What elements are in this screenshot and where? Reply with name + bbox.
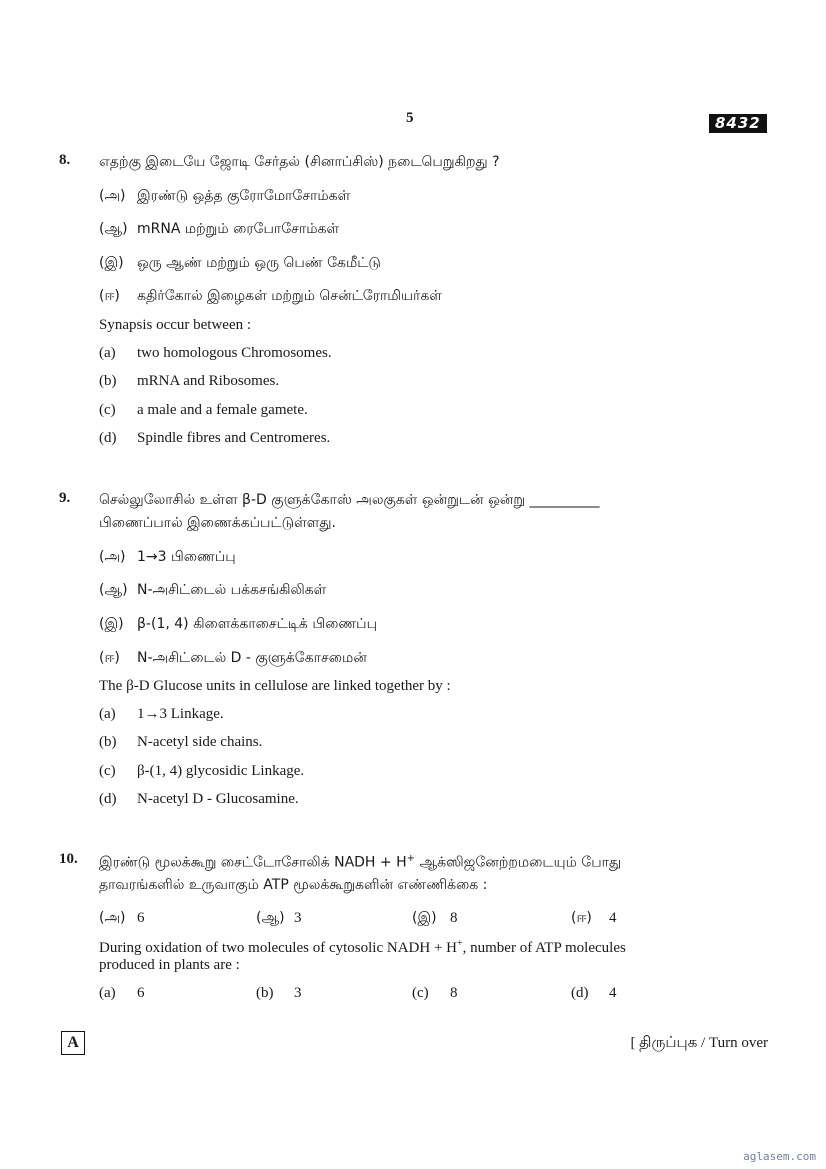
option-label: (a) xyxy=(99,985,116,1001)
option-label: (அ) xyxy=(99,549,126,565)
option-english xyxy=(256,985,302,1002)
option-text: N-acetyl D - Glucosamine. xyxy=(137,791,299,807)
question-text: ஆக்ஸிஜனேற்றமடையும் போது xyxy=(415,854,622,871)
option-label: (அ) xyxy=(99,910,126,926)
option-english xyxy=(99,430,330,447)
option-text: 4 xyxy=(609,910,617,926)
option-label: (இ) xyxy=(99,616,124,632)
option-text: 6 xyxy=(137,910,145,926)
option-text: 1→3 Linkage. xyxy=(137,706,224,722)
option-text: Spindle fibres and Centromeres. xyxy=(137,430,331,446)
option-english xyxy=(99,706,224,723)
option-text: 3 xyxy=(294,985,302,1001)
question-tamil: எதற்கு இடையே ஜோடி சேர்தல் (சினாப்சிஸ்) நடைபெறுகிறது ? xyxy=(99,154,500,170)
option-label: (c) xyxy=(99,402,116,418)
page-number: 5 xyxy=(406,110,414,126)
option-text: கதிர்கோல் இழைகள் மற்றும் சென்ட்ரோமியர்கள் xyxy=(137,288,442,304)
option-label: (b) xyxy=(99,734,117,750)
option-text: N-அசிட்டைல் D - குளுக்கோசமைன் xyxy=(137,650,367,666)
option-label: (d) xyxy=(571,985,589,1001)
superscript: + xyxy=(406,853,416,864)
option-english xyxy=(99,985,145,1002)
option-tamil xyxy=(99,254,381,273)
question-tamil-line1 xyxy=(99,853,621,873)
option-english xyxy=(99,345,332,362)
option-label: (ஆ) xyxy=(99,582,128,598)
question-english: The β-D Glucose units in cellulose are linked together by : xyxy=(99,678,451,694)
option-english xyxy=(412,985,458,1002)
option-text: 1→3 பிணைப்பு xyxy=(137,549,236,565)
question-tamil-line2: பிணைப்பால் இணைக்கப்பட்டுள்ளது. xyxy=(99,515,336,531)
question-english-line1 xyxy=(99,938,626,957)
option-text: 3 xyxy=(294,910,302,926)
option-text: a male and a female gamete. xyxy=(137,402,308,418)
option-label: (ஆ) xyxy=(99,221,128,237)
option-text: N-acetyl side chains. xyxy=(137,734,263,750)
option-text: ஒரு ஆண் மற்றும் ஒரு பெண் கேமீட்டு xyxy=(137,255,381,271)
question-text: , number of ATP molecules xyxy=(462,940,626,956)
option-text: mRNA மற்றும் ரைபோசோம்கள் xyxy=(137,221,340,237)
option-label: (d) xyxy=(99,791,117,807)
watermark: aglasem.com xyxy=(743,1150,816,1163)
turn-over-note: [ திருப்புக / Turn over xyxy=(630,1035,768,1051)
question-number: 8. xyxy=(59,152,71,168)
option-label: (c) xyxy=(412,985,429,1001)
option-english xyxy=(99,402,308,419)
option-text: mRNA and Ribosomes. xyxy=(137,373,280,389)
option-text: 4 xyxy=(609,985,617,1001)
option-label: (ஈ) xyxy=(571,910,592,926)
option-tamil xyxy=(99,187,350,206)
option-label: (c) xyxy=(99,763,116,779)
option-label: (b) xyxy=(256,985,274,1001)
option-text: 8 xyxy=(450,985,458,1001)
question-text: இரண்டு மூலக்கூறு சைட்டோசோலிக் NADH + H xyxy=(99,854,407,871)
option-label: (ஈ) xyxy=(99,288,120,304)
option-tamil xyxy=(256,909,302,928)
option-label: (இ) xyxy=(99,255,124,271)
question-tamil-line1: செல்லுலோசில் உள்ள β-D குளுக்கோஸ் அலகுகள் ஒன்றுடன் ஒன்று __________ xyxy=(99,492,600,508)
option-english xyxy=(99,763,304,780)
question-number: 10. xyxy=(59,851,78,867)
option-tamil xyxy=(99,909,145,928)
option-text: β-(1, 4) glycosidic Linkage. xyxy=(137,763,305,779)
paper-code-badge: 8432 xyxy=(709,114,767,133)
superscript: + xyxy=(457,938,463,949)
option-label: (b) xyxy=(99,373,117,389)
option-text: two homologous Chromosomes. xyxy=(137,345,332,361)
option-label: (அ) xyxy=(99,188,126,204)
question-english-line2: produced in plants are : xyxy=(99,957,240,973)
option-text: N-அசிட்டைல் பக்கசங்கிலிகள் xyxy=(137,582,327,598)
question-tamil-line2: தாவரங்களில் உருவாகும் ATP மூலக்கூறுகளின் எண்ணிக்கை : xyxy=(99,877,488,893)
option-text: 6 xyxy=(137,985,145,1001)
option-label: (a) xyxy=(99,345,116,361)
option-tamil xyxy=(99,615,377,634)
option-label: (ஆ) xyxy=(256,910,285,926)
option-tamil xyxy=(99,581,326,600)
option-english xyxy=(99,791,299,808)
option-tamil xyxy=(99,649,367,668)
option-tamil xyxy=(412,909,458,928)
question-number: 9. xyxy=(59,490,71,506)
option-label: (ஈ) xyxy=(99,650,120,666)
option-tamil xyxy=(99,220,339,239)
question-set-badge: A xyxy=(61,1031,85,1055)
option-english xyxy=(99,734,262,751)
option-tamil xyxy=(571,909,617,928)
option-label: (a) xyxy=(99,706,116,722)
question-english: Synapsis occur between : xyxy=(99,317,252,333)
option-label: (இ) xyxy=(412,910,437,926)
option-text: இரண்டு ஒத்த குரோமோசோம்கள் xyxy=(137,188,351,204)
option-tamil xyxy=(99,287,442,306)
question-text: During oxidation of two molecules of cytosolic NADH + H xyxy=(99,940,457,956)
option-tamil xyxy=(99,548,236,567)
option-label: (d) xyxy=(99,430,117,446)
option-text: β-(1, 4) கிளைக்காசைட்டிக் பிணைப்பு xyxy=(137,616,378,632)
option-text: 8 xyxy=(450,910,458,926)
option-english xyxy=(99,373,279,390)
option-english xyxy=(571,985,617,1002)
